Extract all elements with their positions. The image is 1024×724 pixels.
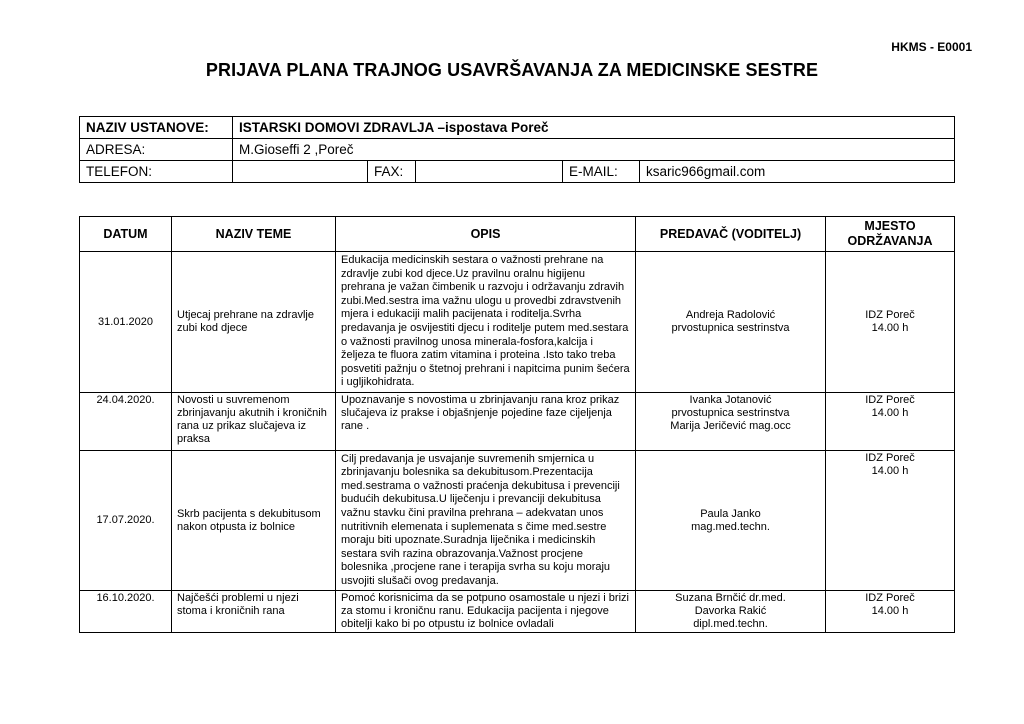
row-date: 17.07.2020.: [80, 451, 172, 591]
address-label: ADRESA:: [80, 139, 233, 161]
row-venue: [826, 591, 955, 633]
lecturer-line: prvostupnica sestrinstva: [671, 407, 790, 419]
lecturer-line: Paula Janko: [700, 507, 761, 520]
row-topic: Utjecaj prehrane na zdravlje zubi kod djece: [172, 252, 336, 393]
header-topic: NAZIV TEME: [172, 217, 336, 252]
row-venue: [826, 252, 955, 393]
row-description: Edukacija medicinskih sestara o važnosti prehrane na zdravlje zubi kod djece.Uz pravilnu oralnu higijenu prehrana je važan čimbenik u razvoju i održavanju zdravih zubi.Med.sestra ima važnu ulogu u provedbi zdravstvenih mjera i edukaciji malih pacijenata i roditelja.Svrha predavanja je osvijestiti djecu i roditelje putem med.sestara o važnosti pravilnog unosa minerala-fosfora,kalcija i željeza te fluora zatim vitamina i proteina .Isto tako treba posvetiti pažnju o štetnoj prehrani i napitcima punim šećera i ugljikohidrata.: [336, 252, 636, 393]
fax-value: [416, 161, 563, 183]
institution-table: [79, 116, 955, 183]
row-lecturer: [636, 591, 826, 633]
institution-name-label: NAZIV USTANOVE:: [80, 117, 233, 139]
fax-label: FAX:: [368, 161, 416, 183]
form-code: HKMS - E0001: [891, 40, 972, 54]
lecturer-line: Ivanka Jotanović: [689, 394, 772, 406]
venue-name: IDZ Poreč: [865, 309, 915, 321]
education-plan-table: [79, 216, 955, 633]
row-topic: Novosti u suvremenom zbrinjavanju akutnih i kroničnih rana uz prikaz slučajeva iz praksa: [172, 393, 336, 451]
lecturer-line: prvostupnica sestrinstva: [671, 322, 790, 334]
row-lecturer: [636, 393, 826, 451]
header-lecturer: PREDAVAČ (VODITELJ): [636, 217, 826, 252]
row-lecturer: [636, 451, 826, 591]
venue-time: 14.00 h: [871, 465, 909, 477]
table-row: [80, 252, 955, 393]
phone-value: [233, 161, 368, 183]
row-date: 31.01.2020: [80, 252, 172, 393]
lecturer-line: Andreja Radolović: [685, 309, 776, 321]
table-row: [80, 591, 955, 633]
row-description: Upoznavanje s novostima u zbrinjavanju rana kroz prikaz slučajeva iz prakse i objašnjenje pojedine faze cijeljenja rane .: [336, 393, 636, 451]
lecturer-line: Marija Jeričević mag.occ: [670, 420, 791, 432]
row-description: Pomoć korisnicima da se potpuno osamostale u njezi i brizi za stomu i kroničnu ranu. Edukacija pacijenta i njegove obitelji kako bi po otpustu iz bolnice ovladali: [336, 591, 636, 633]
row-venue: [826, 393, 955, 451]
email-value: ksaric966gmail.com: [640, 161, 955, 183]
plan-header-row: [80, 217, 955, 252]
row-date: 16.10.2020.: [80, 591, 172, 633]
lecturer-line: dipl.med.techn.: [693, 618, 768, 630]
email-label: E-MAIL:: [563, 161, 640, 183]
header-venue: MJESTO ODRŽAVANJA: [826, 217, 955, 252]
row-description: Cilj predavanja je usvajanje suvremenih smjernica u zbrinjavanju bolesnika sa dekubitusom.Prezentacija med.sestrama o važnosti praćenja dekubitusa i prevenciji budućih dekubitusa.U liječenju i prevanciji dekubitusa važnu stavku čini pravilna prehrana – adekvatan unos nutritivnih elemenata i suplemenata s čime med.sestre moraju biti upoznate.Suradnja liječnika i medicinskih sestara svih razina obrazovanja.Važnost procjene bolesnika ,procjene rane i terapija svrha su koju moraju usvojiti slušači ovog predavanja.: [336, 451, 636, 591]
contact-row: [80, 161, 955, 183]
venue-name: IDZ Poreč: [865, 452, 915, 464]
venue-name: IDZ Poreč: [865, 394, 915, 406]
venue-time: 14.00 h: [871, 407, 909, 419]
venue-name: IDZ Poreč: [865, 592, 915, 604]
row-lecturer: [636, 252, 826, 393]
lecturer-line: mag.med.techn.: [691, 520, 770, 533]
table-row: [80, 451, 955, 591]
address-row: [80, 139, 955, 161]
header-description: OPIS: [336, 217, 636, 252]
table-row: [80, 393, 955, 451]
row-venue: [826, 451, 955, 591]
phone-label: TELEFON:: [80, 161, 233, 183]
row-date: 24.04.2020.: [80, 393, 172, 451]
address-value: M.Gioseffi 2 ,Poreč: [233, 139, 955, 161]
row-topic: Najčešći problemi u njezi stoma i kroničnih rana: [172, 591, 336, 633]
row-topic: Skrb pacijenta s dekubitusom nakon otpusta iz bolnice: [172, 451, 336, 591]
lecturer-line: Davorka Rakić: [694, 605, 767, 617]
venue-time: 14.00 h: [871, 322, 909, 334]
header-date: DATUM: [80, 217, 172, 252]
institution-name-value: ISTARSKI DOMOVI ZDRAVLJA –ispostava Poreč: [233, 117, 955, 139]
venue-time: 14.00 h: [871, 605, 909, 617]
institution-name-row: [80, 117, 955, 139]
page-title: PRIJAVA PLANA TRAJNOG USAVRŠAVANJA ZA MEDICINSKE SESTRE: [205, 60, 819, 80]
lecturer-line: Suzana Brnčić dr.med.: [675, 592, 786, 604]
